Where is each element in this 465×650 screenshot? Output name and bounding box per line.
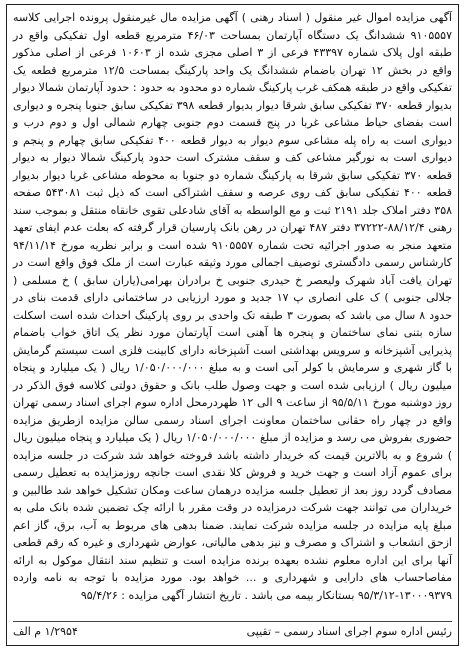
- notice-footer: [13, 621, 452, 639]
- reference-code: ۱/۲۹۵۴ م الف: [13, 625, 78, 638]
- auction-notice: [6, 4, 459, 646]
- notice-body: آگهی مزایده اموال غیر منقول ( اسناد رهنی ) آگهی مزایده مال غیرمنقول پرونده اجرایی کلاسه ۹۱۰۵۵۵۷ ششدانگ یک دستگاه آپارتمان بمساحت ۴۶/۰۳ مترمربع قطعه اول تفکیکی واقع در طبقه اول پلاک شماره ۴۳۳۹۷ فرعی از ۳ اصلی مجزی شده از ۱۰۶۰۳ فرعی از اصلی مذکور واقع در بخش ۱۲ تهران باضمام ششدانگ یک واحد پارکینگ بمساحت ۱۲/۵ مترمربع قطعه یک تفکیکی واقع در طبقه همکف غرب پارکینگ شماره دو محدود به حدود : حدود آپارتمان شمالا دیوار بدیوار قطعه ۳۷۰ تفکیکی سابق شرقا دیوار بدیوار قطعه ۳۹۸ تفکیکی سابق جنوبا پنجره و دیواری است بفضای حیاط مشاعی غربا در پنج قسمت دوم جنوبی چهارم شمالی اول و دوم درب و دیواری است به راه پله مشاعی سوم دیوار به دیوار قطعه ۴۰۰ تفکیکی سابق چهارم و پنجم و دیواری است به نورگیر مشاعی کف و سقف مشترک است حدود پارکینگ شمالا دیوار به دیوار قطعه ۳۷۰ تفکیکی سابق شرقا به پارکینگ شماره دو جنوبا به محوطه مشاعی غربا دیوار بدیوار قطعه ۴۰۰ تفکیکی سابق کف روی عرصه و سقف اشتراکی است که ذیل ثبت ۵۴۳۰۸۱ صفحه ۳۵۸ دفتر املاک جلد ۲۱۹۱ ثبت و مع الواسطه به آقای شادعلی تقوی خانقاه منتقل و بموجب سند رهنی ۸۸/۱۲/۴-۳۷۲۲۲ دفتر ۴۸۷ تهران در رهن بانک پارسیان قرار گرفته که بعلت عدم ایفای تعهد متعهد منجر به صدور اجرائیه تحت شماره ۹۱۰۵۵۵۷ شده است و برابر نظریه مورخ ۹۴/۱۱/۱۴ کارشناس رسمی دادگستری توصیف اجمالی مورد وثیقه عبارت است از ملک فوق واقع است در تهران یافت آباد شهرک ولیعصر خ حیدری جنوبی خ برادران بهرامی(یاران سابق ) خ مسلمی ( جلالی جنوبی ) ک علی انصاری پ ۱۷ جدید و مورد ارزیابی در ساختمانی دارای قدمت بنای در حدود ۸ سال می باشد که بصورت ۳ طبقه تک واحدی بر روی پارکینگ احداث شده است اسکلت سازه بتنی نمای ساختمان و پنجره ها آهنی است آپارتمان مورد نظر یک اتاق خواب باضمام پذیرایی آشپزخانه و سرویس بهداشتی است آشپزخانه دارای کابینت فلزی است سیستم گرمایش با گاز شهری و سرمایش با کولر آبی است و به مبلغ ۱/۰۵۰/۰۰۰/۰۰۰ ریال ( یک میلیارد و پنجاه میلیون ریال ) ارزیابی شده است و جهت وصول طلب بانک و حقوق دولتی کلاسه فوق الذکر در روز دوشنبه مورخ ۹۵/۵/۱۱ از ساعت ۹ الی ۱۲ ظهردرمحل اداره سوم اجرای اسناد رسمی تهران واقع در چهار راه حقانی ساختمان معاونت اجرای اسناد رسمی سالن مزایده ازطریق مزایده حضوری بفروش می رسد و مزایده از مبلغ ۱/۰۵۰/۰۰۰/۰۰۰ ریال ( یک میلیارد و پنجاه میلیون ریال ) شروع و به بالاترین قیمت که خریدار داشته باشد فروخته خواهد شد شرکت در جلسه مزایده برای عموم آزاد است و جهت خرید و فروش کلا نقدی است جانچه روزمزایده به تعطیل رسمی مصادف گردد روز بعد از تعطیل جلسه مزایده درهمان ساعت ومکان تشکیل خواهد شد طالبین و خریداران می توانند جهت شرکت درمزایده در وقت مقرر با ارائه چک تضمین شده بانک ملی به مبلغ پایه مزایده در جلسه مزایده شرکت نمایند. ضمنا بدهی های مربوط به آب، برق، گاز اعم ازحق انشعاب و اشتراک و مصرف و نیز بدهی مالیاتی، عوارض شهرداری و غیره که رقم قطعی آنها برای این اداره معلوم نشده بعهده برنده مزایده است و تنظیم سند انتقال موکول به ارائه مفاصاحساب های دارایی و شهرداری و ... خواهد بود. مورد مزایده با توجه به نامه وارده ۱۳۰۰۰۹۳۷۹-۹۵/۳/۱۲ بستانکار بیمه می باشد . تاریخ انتشار آگهی مزایده : ۹۵/۴/۲۶: [13, 11, 453, 602]
- signature-line: رئیس اداره سوم اجرای اسناد رسمی – تقیپی: [246, 625, 452, 638]
